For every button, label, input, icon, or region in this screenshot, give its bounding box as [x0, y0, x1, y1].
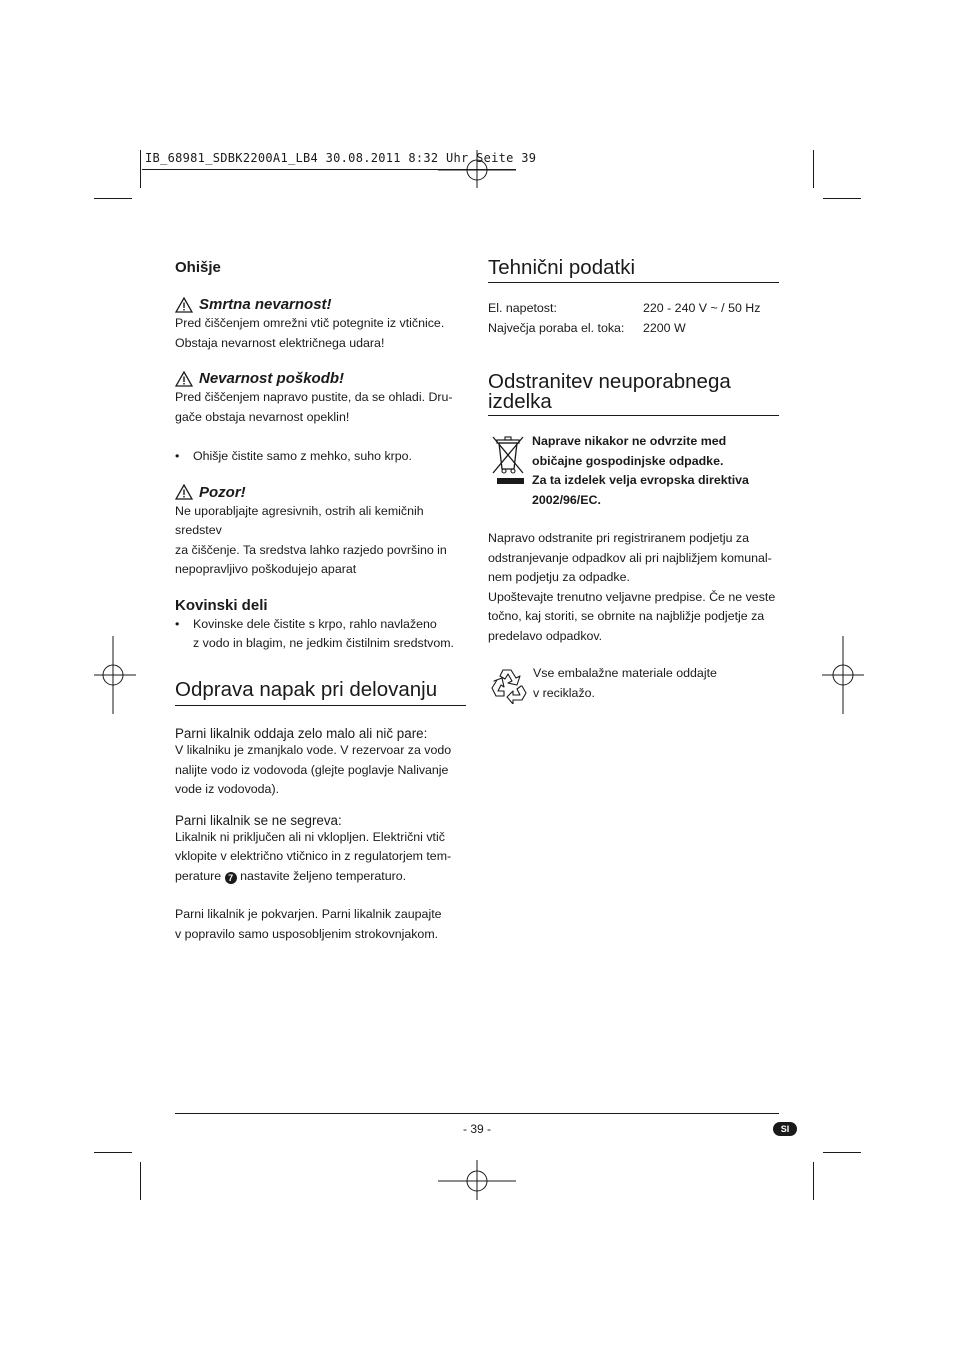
- title-line: izdelka: [488, 390, 552, 413]
- text-line: Upoštevajte trenutno veljavne predpise. Če ne veste: [488, 589, 776, 604]
- injury-warning-title: [175, 370, 467, 387]
- footer-rule: [175, 1113, 779, 1114]
- metal-title: Kovinski deli: [175, 596, 268, 614]
- bullet-dot: •: [175, 449, 180, 463]
- metal-bullet: [175, 615, 467, 654]
- text-line: v reciklažo.: [533, 685, 595, 700]
- tech-title: Tehnični podatki: [488, 256, 636, 279]
- text-line: Pred čiščenjem napravo pustite, da se ohladi. Dru-: [175, 390, 453, 404]
- text-line: Vse embalažne materiale oddajte: [533, 666, 717, 680]
- tech-key: Največja poraba el. toka:: [488, 320, 625, 335]
- housing-title: Ohišje: [175, 259, 221, 276]
- text-line: V likalniku je zmanjkalo vode. V rezervoar za vodo: [175, 743, 452, 757]
- text-part: nastavite željeno temperaturo.: [240, 868, 407, 883]
- text-line: Likalnik ni priključen ali ni vklopljen. Električni vtič: [175, 829, 445, 844]
- disposal-text: [488, 529, 783, 646]
- caution-text: [175, 502, 467, 580]
- disposal-title: [488, 372, 731, 412]
- warning-triangle-icon: [175, 371, 193, 387]
- troubleshoot-title: Odprava napak pri delovanju: [175, 678, 438, 701]
- danger-warning-title: [175, 296, 467, 313]
- print-header: IB_68981_SDBK2200A1_LB4 30.08.2011 8:32 Uhr Seite 39: [145, 151, 537, 165]
- crossed-bin-icon: [490, 433, 526, 485]
- warning-triangle-icon: [175, 297, 193, 313]
- text-line: odstranjevanje odpadkov ali pri najbližjem komunal-: [488, 550, 772, 565]
- injury-text: [175, 388, 467, 427]
- tech-row: [488, 299, 780, 319]
- danger-text: [175, 314, 467, 353]
- tech-table: [488, 299, 780, 338]
- temperature-regulator-number-icon: 7: [225, 872, 237, 884]
- text-line: Ne uporabljajte agresivnih, ostrih ali kemičnih sredstev: [175, 503, 424, 537]
- answer-1: [175, 741, 467, 800]
- text-line: Za ta izdelek velja evropska direktiva: [532, 473, 749, 487]
- text-line: [175, 867, 467, 887]
- text-line: 2002/96/EC.: [532, 492, 601, 507]
- text-line: Pred čiščenjem omrežni vtič potegnite iz vtičnice.: [175, 316, 445, 330]
- recycle-text: [533, 664, 783, 703]
- warning-triangle-icon: [175, 484, 193, 500]
- text-line: običajne gospodinjske odpadke.: [532, 453, 724, 468]
- text-line: z vodo in blagim, ne jedkim čistilnim sredstvom.: [193, 636, 454, 650]
- text-line: točno, kaj storiti, se obrnite na najbližje podjetje za: [488, 609, 765, 623]
- answer-3: [175, 905, 467, 944]
- registration-mark-left: [94, 636, 136, 714]
- language-badge: SI: [773, 1122, 797, 1136]
- bullet-text: Ohišje čistite samo z mehko, suho krpo.: [193, 449, 412, 463]
- text-line: vklopite v električno vtičnico in z regulatorjem tem-: [175, 849, 452, 863]
- registration-mark-bottom: [438, 1160, 516, 1208]
- question-2: Parni likalnik se ne segreva:: [175, 812, 342, 828]
- bullet-dot: •: [175, 616, 180, 631]
- text-line: Obstaja nevarnost električnega udara!: [175, 335, 385, 350]
- text-line: v popravilo samo usposobljenim strokovnjakom.: [175, 926, 439, 941]
- tech-key: El. napetost:: [488, 301, 557, 315]
- disposal-warning: [532, 432, 782, 510]
- text-line: Napravo odstranite pri registriranem podjetju za: [488, 531, 750, 545]
- text-line: nepopravljivo poškodujejo aparat: [175, 562, 357, 576]
- text-line: nalijte vodo iz vodovoda (glejte poglavje Nalivanje: [175, 762, 449, 777]
- disposal-rule: [488, 415, 779, 416]
- left-column: [175, 259, 467, 654]
- page-number: - 39 -: [462, 1122, 491, 1136]
- caution-warning-title: [175, 484, 467, 501]
- tech-rule: [488, 282, 779, 283]
- text-line: Naprave nikakor ne odvrzite med: [532, 434, 727, 448]
- text-line: predelavo odpadkov.: [488, 628, 603, 643]
- title-line: Odstranitev neuporabnega: [488, 370, 731, 393]
- caution-title-text: Pozor!: [199, 483, 246, 501]
- troubleshoot-body: [175, 726, 467, 944]
- injury-title-text: Nevarnost poškodb!: [199, 370, 345, 387]
- troubleshoot-rule: [175, 705, 466, 706]
- tech-value: 220 - 240 V ~ / 50 Hz: [643, 301, 761, 315]
- print-header-rule: [142, 169, 516, 170]
- text-part: perature: [175, 868, 222, 883]
- tech-row: [488, 319, 780, 339]
- text-line: Kovinske dele čistite s krpo, rahlo navlaženo: [193, 616, 437, 631]
- bullet-text: [193, 615, 454, 654]
- recycle-icon: [489, 666, 529, 704]
- housing-bullet: [175, 447, 467, 467]
- text-line: vode iz vodovoda).: [175, 782, 280, 796]
- danger-title-text: Smrtna nevarnost!: [199, 296, 332, 313]
- text-line: gače obstaja nevarnost opeklin!: [175, 409, 350, 424]
- answer-2: [175, 828, 467, 887]
- tech-value: 2200 W: [643, 320, 686, 335]
- text-line: nem podjetju za odpadke.: [488, 570, 630, 584]
- text-line: za čiščenje. Ta sredstva lahko razjedo površino in: [175, 542, 447, 557]
- registration-mark-right: [822, 636, 864, 714]
- question-1: Parni likalnik oddaja zelo malo ali nič pare:: [175, 726, 428, 741]
- text-line: Parni likalnik je pokvarjen. Parni likalnik zaupajte: [175, 907, 442, 921]
